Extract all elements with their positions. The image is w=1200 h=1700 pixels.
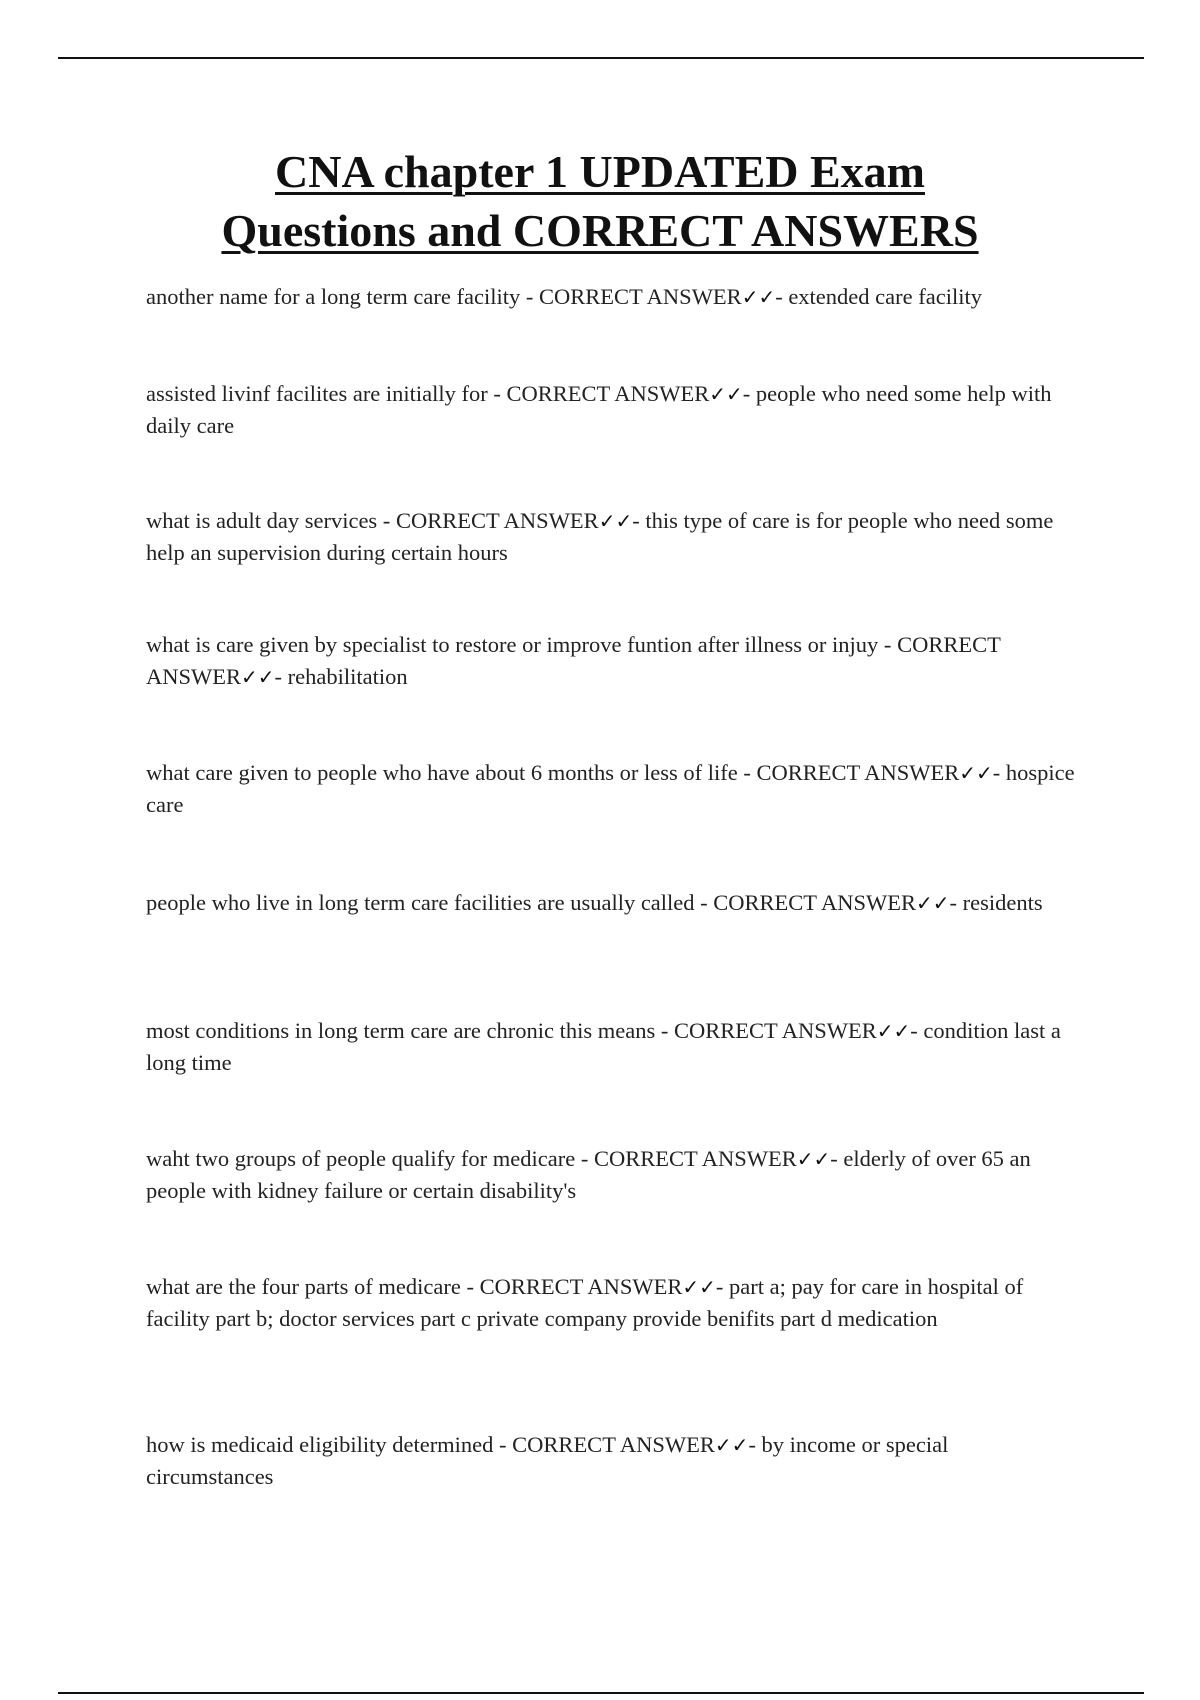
answer-text: - by income or special circumstances — [146, 1432, 949, 1489]
answer-marker: CORRECT ANSWER — [146, 632, 1001, 689]
question-text: another name for a long term care facility - — [146, 284, 539, 309]
answer-marker: CORRECT ANSWER — [673, 1018, 877, 1043]
document-title — [100, 142, 1100, 260]
answer-text: - part a; pay for care in hospital of facility part b; doctor services part c private company provide benifits part d medication — [146, 1274, 1024, 1331]
title-line-2: Questions and CORRECT ANSWERS — [221, 205, 979, 256]
qa-item-5 — [146, 757, 1076, 821]
qa-item-6 — [146, 887, 1076, 919]
check-icon: ✓✓ — [876, 1019, 911, 1043]
bottom-rule — [58, 1692, 1144, 1694]
question-text: assisted livinf facilites are initially for - — [146, 381, 507, 406]
answer-text: - condition last a long time — [146, 1018, 1061, 1075]
question-text: most conditions in long term care are chronic this means - — [146, 1018, 674, 1043]
check-icon: ✓✓ — [741, 285, 776, 309]
answer-text: - people who need some help with daily care — [146, 381, 1052, 438]
question-text: what is adult day services - — [146, 508, 396, 533]
question-text: people who live in long term care facilities are usually called - — [146, 890, 714, 915]
check-icon: ✓✓ — [709, 382, 743, 406]
qa-item-9 — [146, 1271, 1076, 1335]
question-text: what is care given by specialist to restore or improve funtion after illness or injuy - — [146, 632, 898, 657]
answer-marker: CORRECT ANSWER — [756, 760, 960, 785]
answer-text: - hospice care — [146, 760, 1075, 817]
qa-item-4 — [146, 629, 1076, 693]
qa-item-7 — [146, 1015, 1076, 1079]
answer-text: - this type of care is for people who need some help an supervision during certain hours — [146, 508, 1054, 565]
answer-text: - elderly of over 65 an people with kidney failure or certain disability's — [146, 1146, 1031, 1203]
answer-marker: CORRECT ANSWER — [506, 381, 710, 406]
check-icon: ✓✓ — [916, 891, 950, 915]
answer-marker: CORRECT ANSWER — [538, 284, 742, 309]
title-line-1: CNA chapter 1 UPDATED Exam — [275, 146, 925, 197]
check-icon: ✓✓ — [241, 665, 275, 689]
question-text: waht two groups of people qualify for medicare - — [146, 1146, 594, 1171]
qa-item-1 — [146, 281, 1076, 313]
check-icon: ✓✓ — [796, 1147, 831, 1171]
answer-marker: CORRECT ANSWER — [479, 1274, 683, 1299]
answer-marker: CORRECT ANSWER — [395, 508, 599, 533]
question-text: what are the four parts of medicare - — [146, 1274, 480, 1299]
top-rule — [58, 57, 1144, 59]
check-icon: ✓✓ — [959, 761, 993, 785]
check-icon: ✓✓ — [598, 509, 633, 533]
answer-marker: CORRECT ANSWER — [713, 890, 917, 915]
answer-marker: CORRECT ANSWER — [593, 1146, 797, 1171]
answer-text: - extended care facility — [775, 284, 982, 309]
qa-item-2 — [146, 378, 1076, 442]
qa-item-10 — [146, 1429, 1076, 1493]
qa-item-3 — [146, 505, 1076, 569]
question-text: how is medicaid eligibility determined - — [146, 1432, 513, 1457]
check-icon: ✓✓ — [682, 1275, 716, 1299]
answer-marker: CORRECT ANSWER — [512, 1432, 715, 1457]
check-icon: ✓✓ — [714, 1433, 749, 1457]
qa-item-8 — [146, 1143, 1076, 1207]
question-text: what care given to people who have about 6 months or less of life - — [146, 760, 757, 785]
answer-text: - rehabilitation — [274, 664, 408, 689]
answer-text: - residents — [949, 890, 1043, 915]
